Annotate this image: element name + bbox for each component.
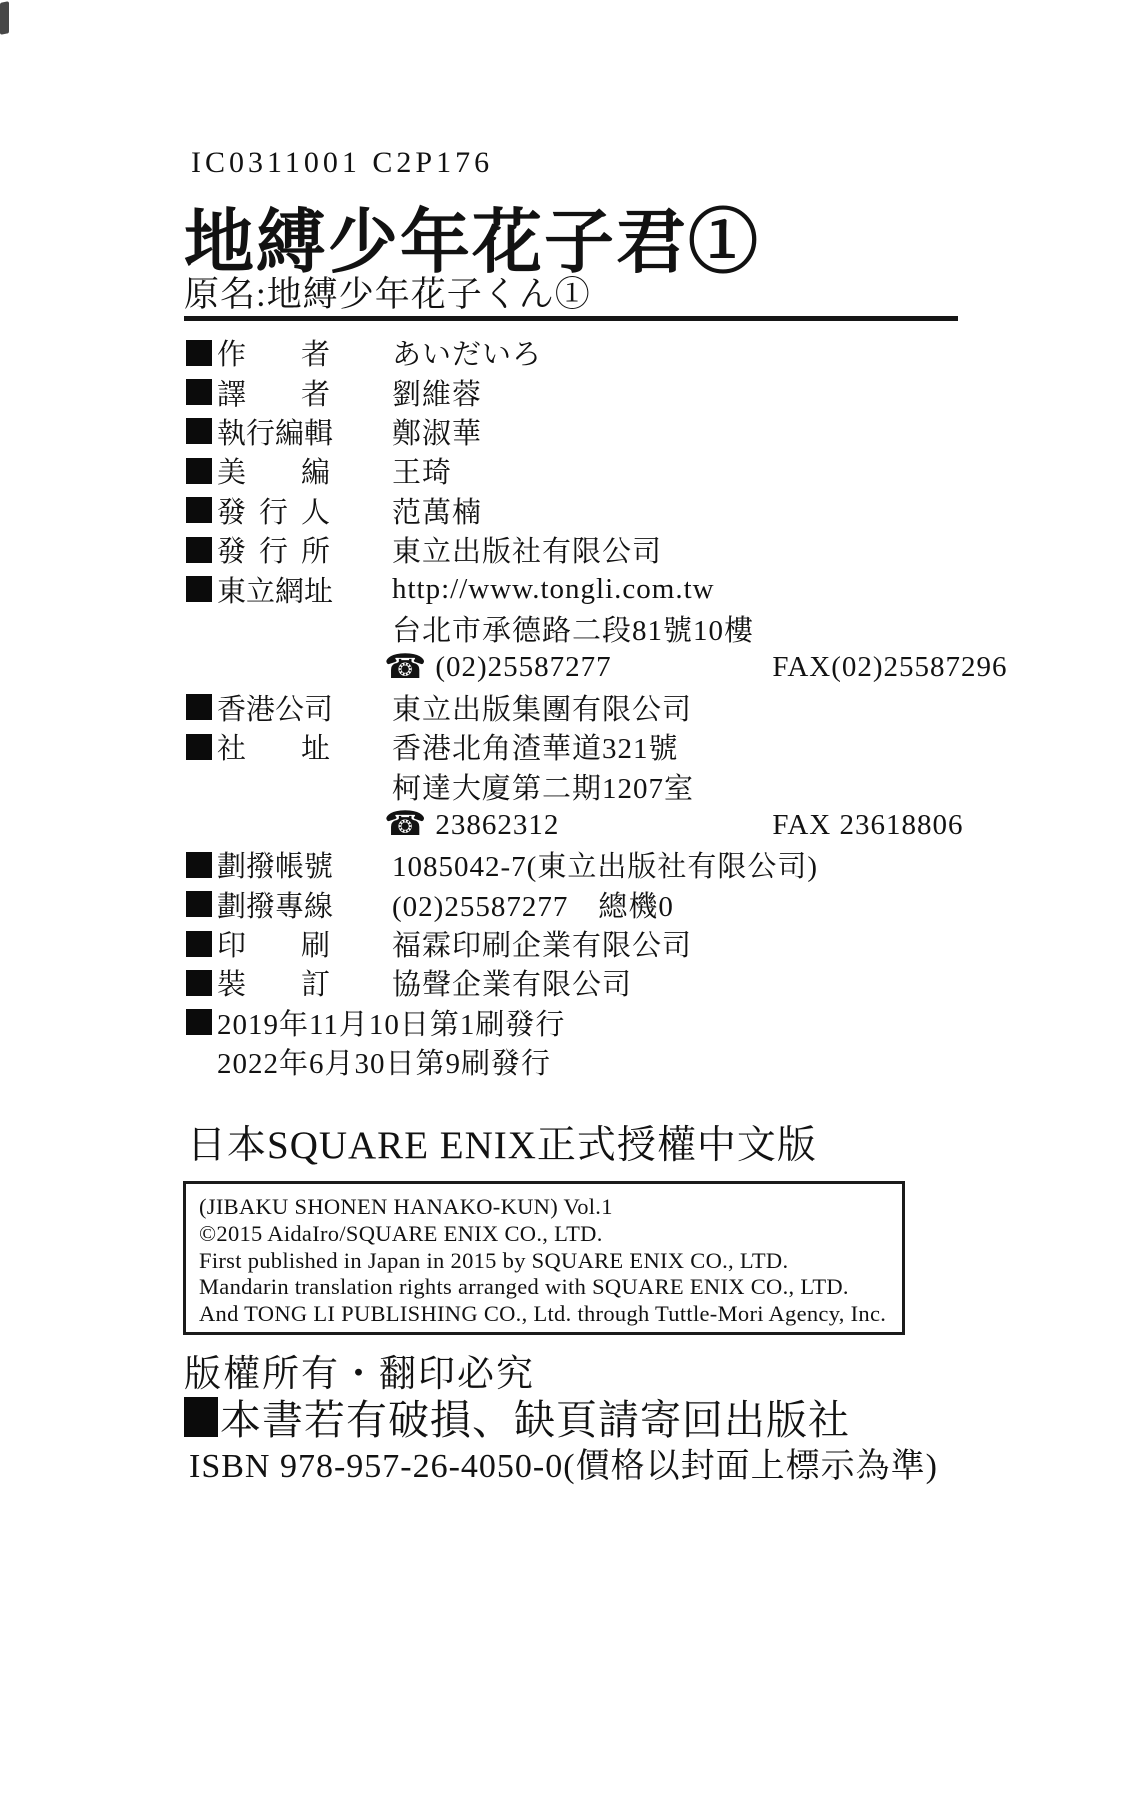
credit-value: http://www.tongli.com.tw <box>392 572 715 605</box>
credit-label-char: 者 <box>300 339 330 372</box>
bullet-square-icon <box>186 576 212 602</box>
credit-row <box>186 569 1008 608</box>
bullet-square-icon <box>186 852 212 878</box>
page-code: IC0311001 C2P176 <box>191 146 494 179</box>
credit-value: 劉維蓉 <box>392 378 483 411</box>
credit-label <box>217 411 334 452</box>
license-heading: 日本SQUARE ENIX正式授權中文版 <box>187 1124 817 1167</box>
telephone-icon: ☎ <box>384 648 427 686</box>
credit-label-char: 刷 <box>300 930 330 963</box>
credit-row <box>186 688 1008 727</box>
credit-label-char: 線 <box>304 890 334 923</box>
book-title: 地縛少年花子君① <box>184 205 760 282</box>
credit-row <box>186 451 1008 490</box>
credit-label-char: 裝 <box>217 969 247 1002</box>
credit-row <box>186 845 1008 884</box>
credit-row <box>186 372 1008 411</box>
credit-label-char: 行 <box>246 417 276 450</box>
credit-label-char: 專 <box>275 890 305 923</box>
credit-continuation-row <box>186 766 1008 805</box>
credit-label-char: 所 <box>300 536 330 569</box>
credit-row <box>186 963 1008 1002</box>
credit-label-char: 編 <box>300 457 330 490</box>
credit-label-char: 執 <box>217 417 247 450</box>
print-date-row <box>186 1042 1008 1081</box>
bullet-square-icon <box>186 497 212 523</box>
credit-label <box>217 450 330 491</box>
bullet-square-icon <box>184 1397 218 1437</box>
credit-value: (02)25587277 總機0 <box>392 890 674 923</box>
credit-label-char: 司 <box>304 693 334 726</box>
fax-number: FAX 23618806 <box>772 808 964 841</box>
credit-value: 福霖印刷企業有限公司 <box>392 930 693 963</box>
credit-label-char: 發 <box>217 536 247 569</box>
credit-label-char: 作 <box>217 339 247 372</box>
credit-value: 王琦 <box>392 457 453 490</box>
bullet-square-icon <box>186 694 212 720</box>
credit-label <box>217 884 334 925</box>
credit-label-char: 行 <box>258 496 288 529</box>
credit-value: あいだいろ <box>392 339 543 372</box>
scan-artifact <box>0 1 9 35</box>
credit-label-char: 劃 <box>217 890 247 923</box>
damage-notice-text: 本書若有破損、缺頁請寄回出版社 <box>220 1397 850 1443</box>
credit-row <box>186 530 1008 569</box>
credit-label-char: 港 <box>246 693 276 726</box>
copyright-box-line: And TONG LI PUBLISHING CO., Ltd. through Tuttle-Mori Agency, Inc. <box>199 1301 887 1327</box>
credit-label-char: 網 <box>275 575 305 608</box>
credit-label-char: 人 <box>300 496 330 529</box>
credit-label-char: 輯 <box>304 417 334 450</box>
credit-label-char: 立 <box>246 575 276 608</box>
phone-row <box>186 648 1008 687</box>
credit-label <box>217 372 330 413</box>
original-title: 原名:地縛少年花子くん① <box>184 275 591 314</box>
phone-number: 23862312 <box>435 808 560 841</box>
credit-label <box>217 687 334 728</box>
bullet-square-icon <box>186 970 212 996</box>
credit-label-char: 美 <box>217 457 247 490</box>
credit-row <box>186 924 1008 963</box>
credit-value: 香港北角渣華道321號 <box>392 733 679 766</box>
credit-value: 東立出版集團有限公司 <box>392 693 693 726</box>
divider-rule <box>184 316 958 321</box>
credit-label-char: 帳 <box>275 851 305 884</box>
credit-row <box>186 491 1008 530</box>
bullet-square-icon <box>186 891 212 917</box>
bullet-square-icon <box>186 340 212 366</box>
credit-row <box>186 333 1008 372</box>
credit-label <box>217 529 330 570</box>
credit-label-char: 撥 <box>246 851 276 884</box>
telephone-icon: ☎ <box>384 806 427 844</box>
credit-label-char: 號 <box>304 851 334 884</box>
credit-value: 鄭淑華 <box>392 417 483 450</box>
print-date-row <box>186 1003 1008 1042</box>
credit-label-char: 東 <box>217 575 247 608</box>
credit-value: 1085042-7(東立出版社有限公司) <box>392 851 818 884</box>
bullet-square-icon <box>186 1009 212 1035</box>
credit-label-char: 址 <box>300 733 330 766</box>
credit-value: 協聲企業有限公司 <box>392 969 633 1002</box>
credit-label-char: 者 <box>300 378 330 411</box>
credit-continuation-text: 台北市承德路二段81號10樓 <box>392 614 755 647</box>
bullet-square-icon <box>186 537 212 563</box>
credit-row <box>186 412 1008 451</box>
credit-label-char: 譯 <box>217 378 247 411</box>
credit-value: 東立出版社有限公司 <box>392 536 663 569</box>
bullet-square-icon <box>186 458 212 484</box>
credit-label-char: 社 <box>217 733 247 766</box>
copyright-box-line: Mandarin translation rights arranged with SQUARE ENIX CO., LTD. <box>199 1274 849 1300</box>
credit-label-char: 撥 <box>246 890 276 923</box>
credit-label <box>217 726 330 767</box>
copyright-box-line: ©2015 AidaIro/SQUARE ENIX CO., LTD. <box>199 1220 603 1246</box>
credit-continuation-text: 柯達大廈第二期1207室 <box>392 772 695 805</box>
credit-row <box>186 884 1008 923</box>
print-date-text: 2022年6月30日第9刷發行 <box>217 1048 552 1081</box>
credit-value: 范萬楠 <box>392 496 483 529</box>
credit-label-char: 訂 <box>300 969 330 1002</box>
credit-label <box>217 844 334 885</box>
bullet-square-icon <box>186 931 212 957</box>
fax-number: FAX(02)25587296 <box>772 651 1008 684</box>
bullet-square-icon <box>186 418 212 444</box>
phone-number: (02)25587277 <box>435 651 612 684</box>
credit-label <box>217 332 330 373</box>
bullet-square-icon <box>186 379 212 405</box>
credit-label <box>217 923 330 964</box>
credit-label-char: 址 <box>304 575 334 608</box>
bullet-square-icon <box>186 734 212 760</box>
credit-label-char: 公 <box>275 693 305 726</box>
copyright-box-line: (JIBAKU SHONEN HANAKO-KUN) Vol.1 <box>199 1194 613 1219</box>
isbn-line: ISBN 978-957-26-4050-0(價格以封面上標示為準) <box>189 1448 938 1485</box>
credit-label-char: 劃 <box>217 851 247 884</box>
print-date-text: 2019年11月10日第1刷發行 <box>217 1008 566 1041</box>
credit-label-char: 香 <box>217 693 247 726</box>
credit-label <box>217 490 330 531</box>
copyright-box-line: First published in Japan in 2015 by SQUARE ENIX CO., LTD. <box>199 1247 789 1273</box>
credit-label-char: 發 <box>217 496 247 529</box>
copyright-box <box>183 1181 905 1335</box>
phone-row <box>186 806 1008 845</box>
rights-statement: 版權所有・翻印必究 <box>184 1354 535 1395</box>
credit-label-char: 印 <box>217 930 247 963</box>
credit-continuation-row <box>186 609 1008 648</box>
credits-list <box>186 333 1008 1081</box>
credit-label-char: 編 <box>275 417 305 450</box>
credit-label-char: 行 <box>258 536 288 569</box>
credit-label <box>217 569 334 610</box>
credit-label <box>217 962 330 1003</box>
credit-row <box>186 727 1008 766</box>
